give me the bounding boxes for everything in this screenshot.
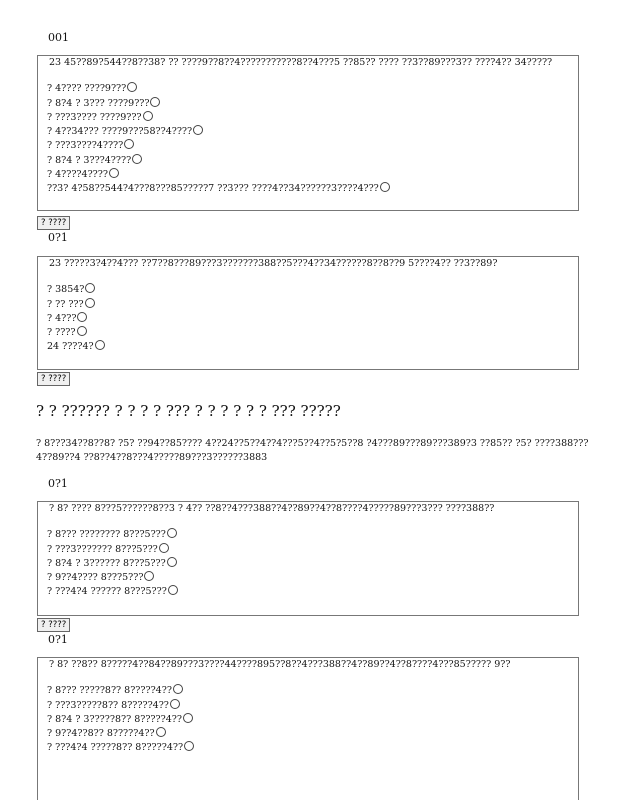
answer-option[interactable]	[47, 283, 578, 297]
option-label: ? 9??4???? 8???5???	[47, 572, 144, 584]
radio-button[interactable]	[167, 557, 177, 567]
radio-button[interactable]	[77, 312, 87, 322]
option-label: ? ???4?4 ?????8?? 8?????4??	[47, 742, 184, 754]
question-box	[37, 657, 579, 800]
option-label: ? 8??? ???????? 8???5???	[47, 529, 166, 541]
question-number: 0?1	[48, 231, 68, 244]
radio-button[interactable]	[144, 571, 154, 581]
answer-option[interactable]	[47, 326, 578, 340]
option-label: ? 4??34??? ????9???58??4????	[47, 126, 193, 138]
submit-button[interactable]: ? ????	[37, 618, 70, 632]
answer-option[interactable]	[47, 139, 578, 153]
option-label: ??3? 4?58??544?4???8???85?????7 ??3??? ????4??34??????3????4???	[47, 183, 379, 195]
radio-button[interactable]	[124, 139, 134, 149]
question-text: 23 ?????3?4??4??? ??7??8???89???3???????388??5???4??34??????8??8??9 5????4?? ??3??89?	[49, 258, 498, 269]
option-label: ? 4???? ????9???	[47, 83, 127, 95]
question-text: ? 8? ??8?? 8?????4??84??89???3????44????895??8??4???388??4??89??4??8????4???85????? 9??	[49, 659, 511, 670]
question-number: 001	[48, 31, 69, 44]
radio-button[interactable]	[380, 182, 390, 192]
radio-button[interactable]	[85, 298, 95, 308]
option-label: ? 9??4??8?? 8?????4??	[47, 728, 155, 740]
radio-button[interactable]	[159, 543, 169, 553]
answer-option[interactable]	[47, 528, 578, 542]
question-box	[37, 256, 579, 370]
answer-option[interactable]	[47, 182, 578, 196]
answer-option[interactable]	[47, 741, 578, 755]
question-number: 0?1	[48, 633, 68, 646]
question-box	[37, 501, 579, 616]
answer-option[interactable]	[47, 699, 578, 713]
answer-option[interactable]	[47, 154, 578, 168]
option-label: ? ???3????4????	[47, 140, 124, 152]
question-text: 23 45??89?544??8??38? ?? ????9??8??4???????????8??4???5 ??85?? ???? ??3??89???3?? ????4?? 34?????	[49, 57, 553, 68]
radio-button[interactable]	[184, 741, 194, 751]
radio-button[interactable]	[156, 727, 166, 737]
submit-button[interactable]: ? ????	[37, 372, 70, 386]
question-number: 0?1	[48, 477, 68, 490]
option-label: ? ????	[47, 327, 76, 339]
radio-button[interactable]	[168, 585, 178, 595]
option-label: ? 8?4 ? 3?????8?? 8?????4??	[47, 713, 182, 725]
radio-button[interactable]	[143, 111, 153, 121]
answer-option[interactable]	[47, 727, 578, 741]
answer-option[interactable]	[47, 125, 578, 139]
answer-option[interactable]	[47, 82, 578, 96]
radio-button[interactable]	[77, 326, 87, 336]
radio-button[interactable]	[170, 699, 180, 709]
radio-button[interactable]	[173, 684, 183, 694]
answer-option[interactable]	[47, 713, 578, 727]
submit-button[interactable]: ? ????	[37, 216, 70, 230]
answer-option[interactable]	[47, 312, 578, 326]
answer-option[interactable]	[47, 585, 578, 599]
radio-button[interactable]	[132, 154, 142, 164]
option-label: ? 4???	[47, 312, 77, 324]
radio-button[interactable]	[193, 125, 203, 135]
answer-option[interactable]	[47, 97, 578, 111]
section-heading: ? ? ?????? ? ? ? ? ??? ? ? ? ? ? ? ??? ?????	[36, 402, 341, 420]
option-label: ? 8?4 ? 3??? ????9???	[47, 97, 150, 109]
option-label: ? 4????4????	[47, 169, 108, 181]
radio-button[interactable]	[109, 168, 119, 178]
option-label: ? 8?4 ? 3???4????	[47, 154, 132, 166]
question-text: ? 8? ???? 8???5??????8??3 ? 4?? ??8??4???388??4??89??4??8????4?????89???3??? ????388??	[49, 503, 495, 514]
option-label: ? ???3??????? 8???5???	[47, 543, 158, 555]
option-label: ? 3854?	[47, 284, 85, 296]
option-label: ? ?? ???	[47, 298, 84, 310]
answer-option[interactable]	[47, 684, 578, 698]
answer-option[interactable]	[47, 168, 578, 182]
option-label: ? 8?4 ? 3?????? 8???5???	[47, 557, 166, 569]
answer-option[interactable]	[47, 340, 578, 354]
radio-button[interactable]	[183, 713, 193, 723]
radio-button[interactable]	[127, 82, 137, 92]
option-label: 24 ????4?	[47, 341, 94, 353]
option-label: ? 8??? ?????8?? 8?????4??	[47, 685, 172, 697]
radio-button[interactable]	[150, 97, 160, 107]
answer-option[interactable]	[47, 543, 578, 557]
option-label: ? ???4?4 ?????? 8???5???	[47, 586, 167, 598]
answer-option[interactable]	[47, 557, 578, 571]
option-label: ? ???3???? ????9???	[47, 111, 142, 123]
radio-button[interactable]	[85, 283, 95, 293]
answer-option[interactable]	[47, 298, 578, 312]
question-box	[37, 55, 579, 211]
radio-button[interactable]	[167, 528, 177, 538]
answer-option[interactable]	[47, 111, 578, 125]
section-description: ? 8???34??8??8? ?5? ??94??85???? 4??24??5??4??4???5??4??5?5??8 ?4???89???89???389?3 ??85?? ?5? ????388???4??89??4 ??8??4??8???4?????89???3??????3883	[36, 438, 589, 463]
answer-option[interactable]	[47, 571, 578, 585]
option-label: ? ???3?????8?? 8?????4??	[47, 699, 169, 711]
radio-button[interactable]	[95, 340, 105, 350]
